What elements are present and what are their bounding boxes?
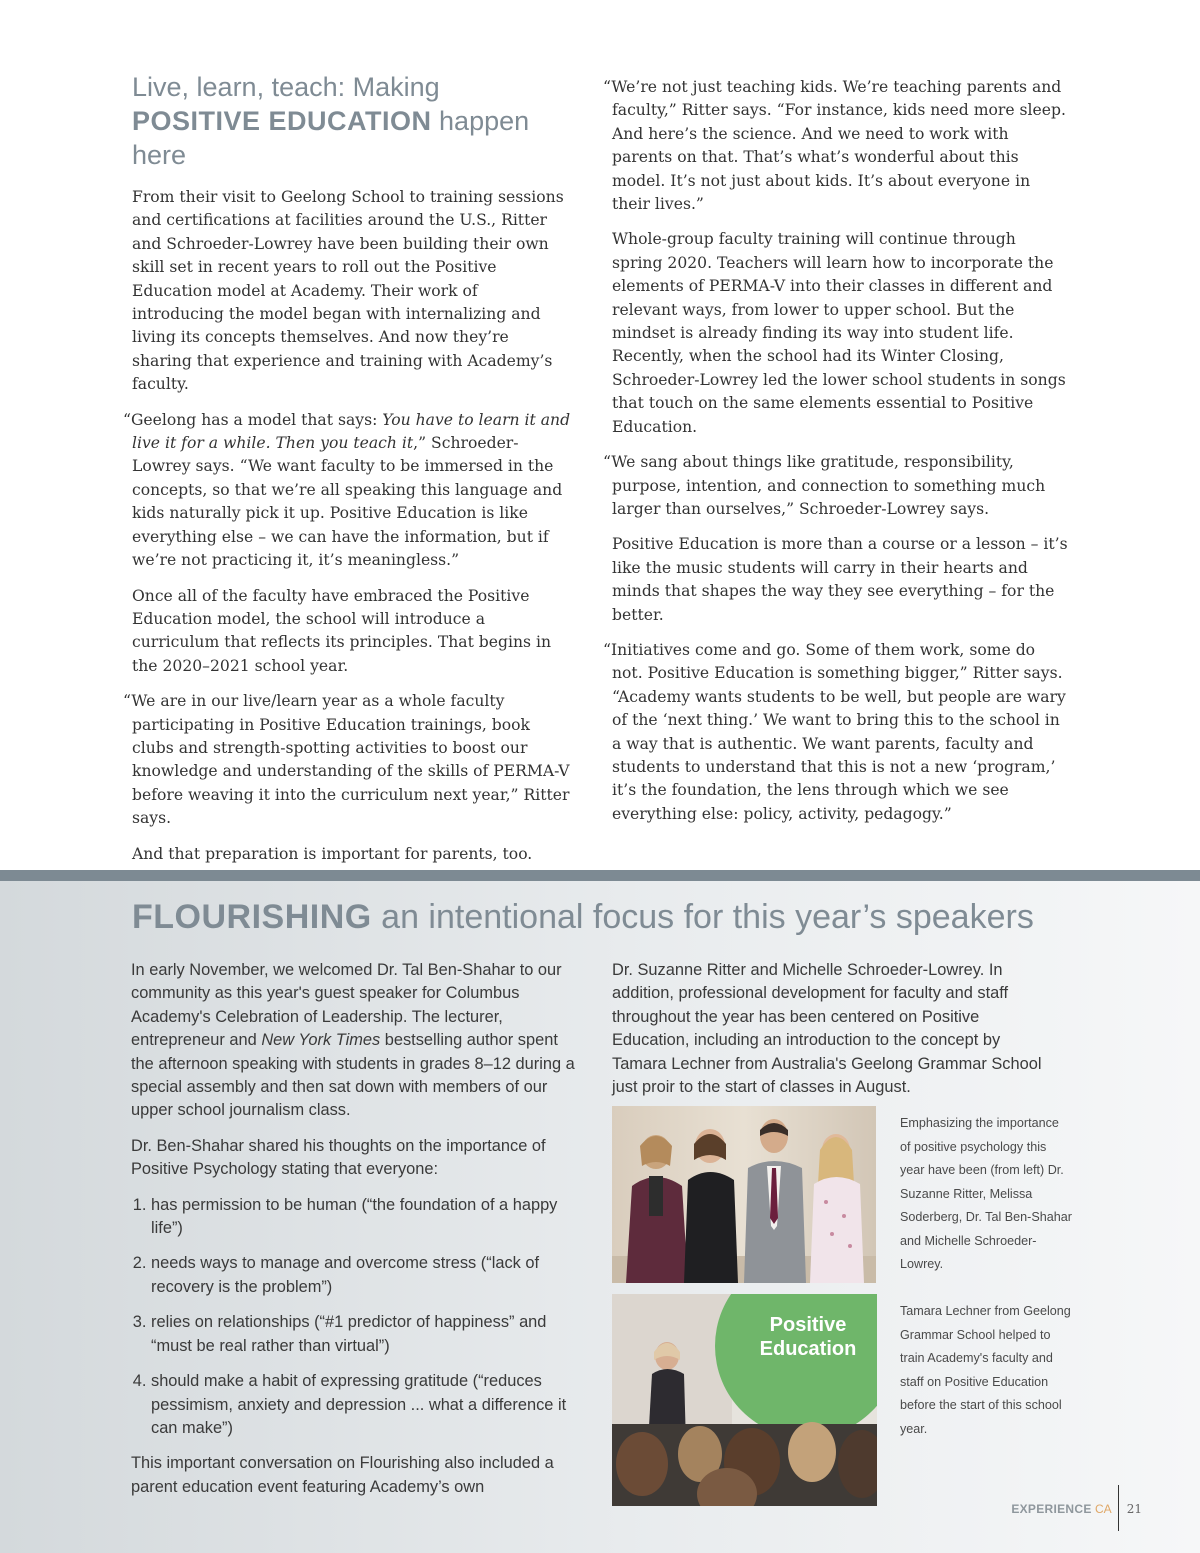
principles-list — [131, 1194, 581, 1441]
bottom-right-column — [612, 959, 1052, 1111]
paragraph: Dr. Suzanne Ritter and Michelle Schroeder-Lowrey. In addition, professional development for faculty and staff throughout the year has been centered on Positive Education, including an introduction to the concept by Tamara Lechner from Australia's Geelong Grammar School just proir to the start of classes in August. — [612, 961, 1042, 1097]
bottom-left-column — [131, 959, 581, 1511]
magazine-name-suffix: CA — [1095, 1502, 1112, 1516]
page-footer — [1011, 1485, 1142, 1531]
group-photo — [612, 1106, 876, 1283]
slide-text-line-2: Education — [759, 1338, 857, 1360]
list-item: 2. needs ways to manage and overcome stress (“lack of recovery is the problem”) — [151, 1252, 581, 1299]
paragraph: Positive Education is more than a course or a lesson – it’s like the music students will carry in their hearts and minds that shapes the way they see everything – for the better. — [612, 535, 1068, 624]
magazine-name: EXPERIENCE — [1011, 1502, 1092, 1516]
quote-paragraph: “We sang about things like gratitude, responsibility, purpose, intention, and connection to something much larger than ourselves,” Schroeder-Lowrey says. — [603, 453, 1046, 518]
list-item: 3. relies on relationships (“#1 predictor of happiness” and “must be real rather than virtual”) — [151, 1311, 581, 1358]
speakers-section — [0, 870, 1200, 1553]
presentation-photo-image — [612, 1294, 877, 1506]
slide-text-line-1: Positive — [769, 1314, 847, 1336]
page-number: 21 — [1126, 1502, 1142, 1516]
quote-paragraph: “Initiatives come and go. Some of them work, some do not. Positive Education is something bigger,” Ritter says. “Academy wants students to be well, but people are wary of the ‘next thing.’ We want to bring this to the school in a way that is authentic. We want parents, faculty and students to understand that this is not a new ‘program,’ it’s the foundation, the lens through which we see everything else: policy, activity, pedagogy.” — [603, 640, 1066, 823]
paragraph: And that preparation is important for parents, too. — [132, 844, 533, 863]
section-divider — [0, 870, 1200, 881]
quote-paragraph: “We’re not just teaching kids. We’re teaching parents and faculty,” Ritter says. “For instance, kids need more sleep. And here’s the science. And we need to work with parents on that. That’s what’s wonderful about this model. It’s not just about kids. It’s about everyone in their lives.” — [603, 78, 1066, 214]
paragraph: Once all of the faculty have embraced the Positive Education model, the school will introduce a curriculum that reflects its principles. That begins in the 2020–2021 school year. — [132, 586, 552, 675]
photo-caption: Tamara Lechner from Geelong Grammar School helped to train Academy's faculty and staff on Positive Education before the start of this school year. — [900, 1304, 1071, 1436]
list-item: 4. should make a habit of expressing gratitude (“reduces pessimism, anxiety and depression ... what a difference it can make”) — [151, 1370, 581, 1440]
presentation-photo — [612, 1294, 877, 1506]
list-item: 1. has permission to be human (“the foundation of a happy life”) — [151, 1194, 581, 1241]
paragraph: From their visit to Geelong School to training sessions and certifications at facilities around the U.S., Ritter and Schroeder-Lowrey have been building their own skill set in recent years to roll out the Positive Education model at Academy. Their work of introducing the model began with internalizing and living its concepts themselves. And now they’re sharing that experience and training with Academy’s faculty. — [132, 188, 564, 394]
paragraph: This important conversation on Flourishing also included a parent education event featuring Academy’s own — [131, 1454, 554, 1496]
section-heading: FLOURISHING an intentional focus for this year’s speakers — [132, 898, 1034, 936]
paragraph: Dr. Ben-Shahar shared his thoughts on the importance of Positive Psychology stating that everyone: — [131, 1136, 546, 1179]
left-column — [123, 70, 572, 878]
photo-caption: Emphasizing the importance of positive psychology this year have been (from left) Dr. Suzanne Ritter, Melissa Soderberg, Dr. Tal Ben-Shahar and Michelle Schroeder-Lowrey. — [900, 1116, 1072, 1271]
paragraph: In early November, we welcomed Dr. Tal Ben-Shahar to our community as this year's guest speaker for Columbus Academy's Celebration of Leadership. The lecturer, entrepreneur and New York Times bestselling author spent the afternoon speaking with students in grades 8–12 during a special assembly and then sat down with members of our upper school journalism class. — [131, 961, 575, 1120]
quote-paragraph: “Geelong has a model that says: You have to learn it and live it for a while. Then you teach it,” Schroeder-Lowrey says. “We want faculty to be immersed in the concepts, so that we’re all speaking this language and kids naturally pick it up. Positive Education is like everything else – we can have the information, but if we’re not practicing it, it’s meaningless.” — [123, 410, 571, 570]
paragraph: Whole-group faculty training will continue through spring 2020. Teachers will learn how to incorporate the elements of PERMA-V into their classes in different and relevant ways, from lower to upper school. But the mindset is already finding its way into student life. Recently, when the school had its Winter Closing, Schroeder-Lowrey led the lower school students in songs that touch on the same elements essential to Positive Education. — [612, 230, 1066, 436]
footer-divider — [1118, 1485, 1119, 1531]
right-column — [603, 76, 1070, 838]
quote-paragraph: “We are in our live/learn year as a whole faculty participating in Positive Education trainings, book clubs and strength-spotting activities to boost our knowledge and understanding of the skills of PERMA-V before weaving it into the curriculum next year,” Ritter says. — [123, 692, 570, 828]
group-photo-image — [612, 1106, 876, 1283]
section-heading: Live, learn, teach: Making POSITIVE EDUCATION happen here — [132, 72, 530, 170]
